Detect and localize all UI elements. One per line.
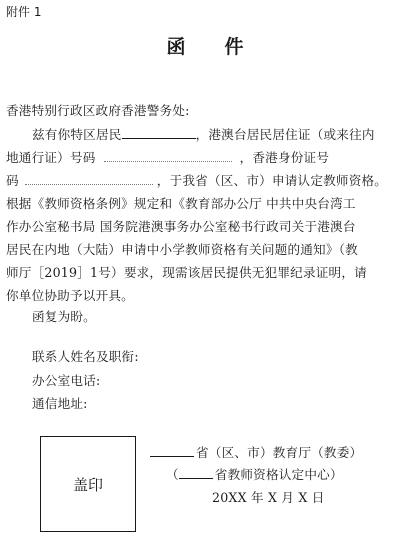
seal-box [40, 436, 136, 532]
closing-line: 函复为盼。 [32, 309, 96, 324]
attachment-label: 附件 1 [6, 5, 42, 19]
signature-line-1-text: 省（区、市）教育厅（教委） [196, 445, 363, 460]
contact-phone-label: 办公室电话: [32, 373, 101, 388]
province-blank [150, 445, 194, 457]
body-line-4: 根据《教师资格条例》规定和《教育部办公厅 中共中央台湾工 [6, 196, 356, 211]
resident-name-blank [122, 127, 196, 139]
document-title: 函 件 [166, 36, 254, 58]
body-line-1-text-a: 兹有你特区居民 [32, 127, 122, 142]
body-line-3-text-a: 码 [6, 173, 19, 188]
signature-line-2-text: 省教师资格认定中心） [214, 467, 343, 482]
signature-line-1 [150, 442, 362, 461]
body-line-8: 你单位协助予以开具。 [6, 288, 134, 303]
contact-name-label: 联系人姓名及职衔: [32, 349, 139, 364]
body-line-7: 师厅［2019］1号）要求，现需该居民提供无犯罪纪录证明，请 [6, 265, 367, 280]
signature-line-2-open: （ [166, 467, 179, 482]
body-line-6: 居民在内地（大陆）申请中小学教师资格有关问题的通知》（教 [6, 242, 358, 257]
body-line-1 [32, 124, 375, 143]
body-line-1-text-b: ，港澳台居民居住证（或来往内 [195, 127, 375, 142]
body-line-2-text-b: ，香港身份证号 [239, 150, 330, 165]
body-line-5: 作办公室秘书局 国务院港澳事务办公室秘书行政司关于港澳台 [6, 219, 356, 234]
body-line-3-text-b: ，于我省（区、市）申请认定教师资格。 [156, 173, 388, 188]
addressee: 香港特别行政区政府香港警务处: [6, 103, 190, 118]
body-line-2-text-a: 地通行证）号码 [6, 150, 96, 165]
seal-label: 盖印 [72, 475, 103, 494]
signature-line-2 [166, 464, 343, 483]
signature-date: 20XX 年 X 月 X 日 [212, 490, 325, 505]
contact-address-label: 通信地址: [32, 396, 88, 411]
permit-number-blank [104, 150, 232, 162]
body-line-3 [6, 170, 387, 189]
hk-id-number-blank [25, 173, 153, 185]
body-line-2 [6, 147, 329, 166]
center-province-blank [179, 467, 213, 479]
